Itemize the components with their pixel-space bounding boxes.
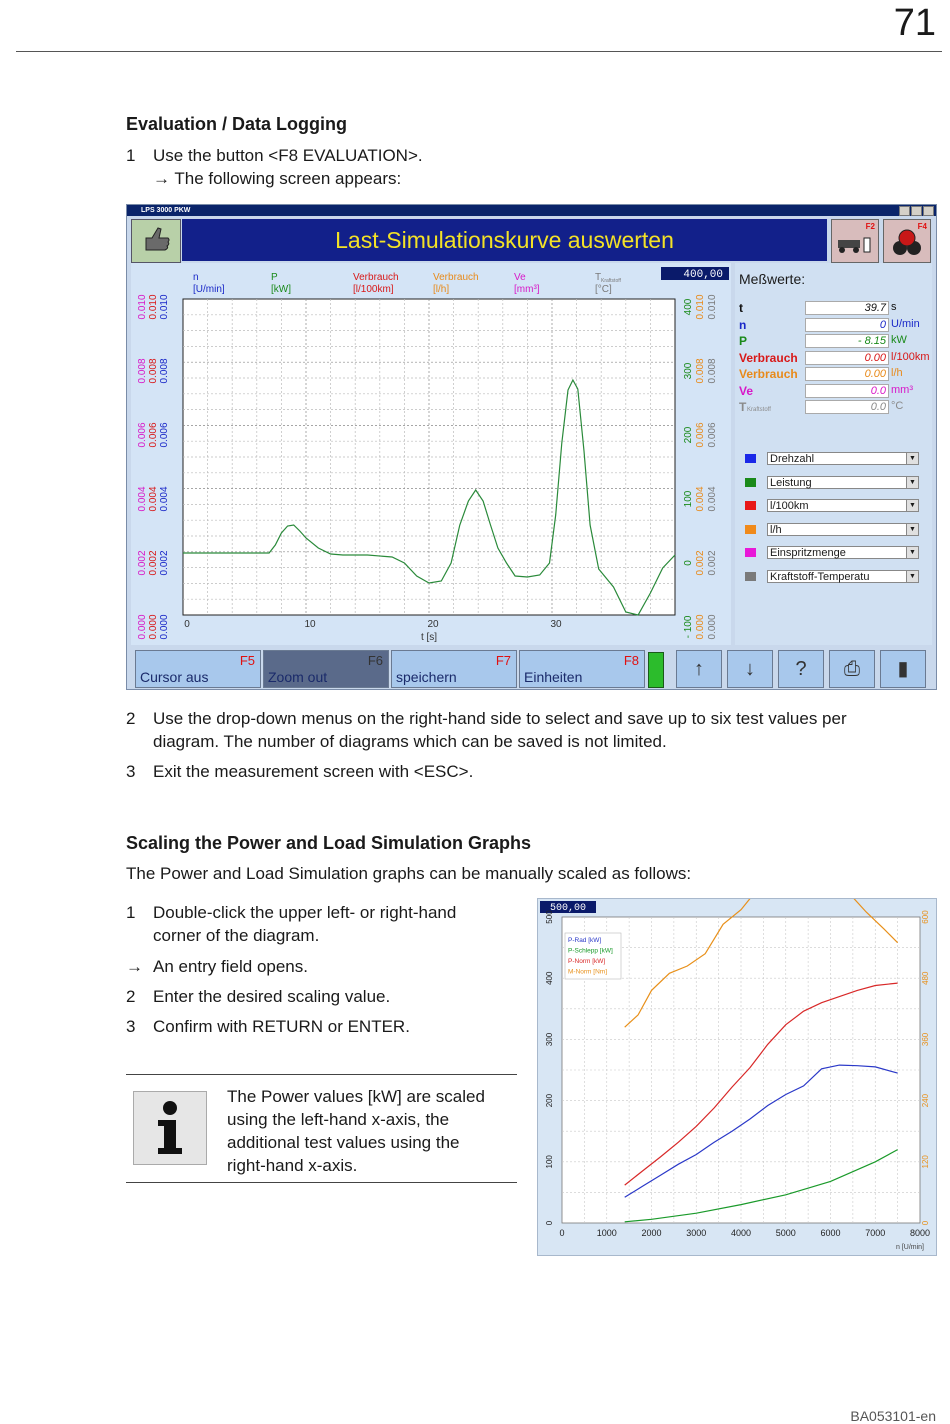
series-select-dropdown[interactable] — [767, 523, 919, 536]
thumbs-up-icon[interactable] — [131, 219, 181, 263]
y-right-tick-label: 600 — [921, 910, 930, 924]
measured-label: Verbrauch — [739, 367, 798, 381]
function-key-f7[interactable] — [391, 650, 517, 688]
measured-unit: s — [891, 301, 897, 313]
step-number: 1 — [126, 146, 136, 165]
left-axis-tick: 0.010 — [148, 294, 159, 320]
measured-unit: l/h — [891, 367, 903, 379]
right-axis-tick: 0.006 — [695, 422, 706, 448]
section-heading-evaluation: Evaluation / Data Logging — [126, 114, 348, 134]
chevron-down-icon[interactable]: ▼ — [906, 547, 918, 558]
measured-unit: kW — [891, 334, 907, 346]
left-axis-tick: 0.000 — [159, 614, 170, 640]
right-axis-tick: 0.002 — [707, 550, 718, 576]
step-text: Confirm with RETURN or ENTER. — [153, 1017, 410, 1036]
x-axis-tick: 0 — [184, 619, 190, 630]
power-chart[interactable] — [537, 898, 937, 1256]
y-left-tick-label: 200 — [545, 1093, 554, 1108]
x-tick-label: 4000 — [730, 1228, 752, 1238]
note-line: using the left-hand x-axis, the — [227, 1110, 450, 1129]
right-axis-tick: 0.010 — [695, 294, 706, 320]
step-number: 3 — [126, 1017, 136, 1036]
left-axis-tick: 0.002 — [159, 550, 170, 576]
y-left-tick-label: 500 — [545, 910, 554, 924]
chart-header-name: T — [595, 272, 602, 283]
power-chart-scale-box[interactable]: 500,00 — [549, 903, 587, 914]
measured-title: Meßwerte: — [739, 271, 806, 287]
series-select-label: Drehzahl — [770, 453, 815, 465]
step-text: Enter the desired scaling value. — [153, 987, 391, 1006]
left-axis-tick: 0.002 — [148, 550, 159, 576]
chart-header-unit: [°C] — [595, 284, 612, 295]
chart-header-sub: Kraftstoff — [601, 278, 621, 284]
y-left-tick-label: 300 — [545, 1032, 554, 1047]
left-axis-tick: 0.008 — [137, 358, 148, 384]
left-axis-tick: 0.006 — [137, 422, 148, 448]
measured-unit: mm³ — [891, 383, 913, 396]
right-axis-tick: 0.000 — [695, 614, 706, 640]
series-select-label: l/100km — [770, 500, 809, 512]
right-axis-tick: 0.004 — [695, 486, 706, 512]
measured-unit: °C — [891, 400, 904, 412]
series-color-swatch — [745, 548, 756, 557]
legend-entry: M-Norm [Nm] — [568, 968, 607, 976]
function-key-id: F7 — [495, 653, 511, 668]
screen-title-banner: Last-Simulationskurve auswerten — [182, 219, 827, 261]
right-axis-tick: 0.008 — [707, 358, 718, 384]
right-axis-tick: 0.008 — [695, 358, 706, 384]
right-axis-tick: 0.002 — [695, 550, 706, 576]
step-number: 2 — [126, 987, 136, 1006]
step-result-text: → The following screen appears: — [153, 169, 402, 188]
series-color-swatch — [745, 454, 756, 463]
right-axis-tick: 400 — [683, 298, 694, 316]
chart-header-unit: [l/h] — [433, 284, 450, 295]
right-axis-tick: 0.006 — [707, 422, 718, 448]
status-indicator — [648, 652, 664, 688]
chart-header-name: Verbrauch — [433, 272, 479, 283]
function-key-label: Cursor aus — [140, 669, 209, 685]
left-axis-tick: 0.006 — [159, 422, 170, 448]
x-tick-label: 6000 — [820, 1228, 841, 1238]
measured-value-field: 0.00 — [805, 351, 889, 365]
chart-header-name: Ve — [514, 272, 526, 283]
step-text-continued: corner of the diagram. — [153, 926, 320, 945]
info-icon — [133, 1091, 207, 1165]
measured-value-field: 39.7 — [805, 301, 889, 315]
y-right-tick-label: 480 — [921, 971, 930, 985]
window-controls[interactable] — [898, 206, 934, 220]
left-axis-tick: 0.004 — [159, 486, 170, 512]
function-key-f6[interactable] — [263, 650, 389, 688]
right-axis-tick: 0 — [683, 560, 694, 566]
step-number: 2 — [126, 709, 136, 728]
x-tick-label: 7000 — [865, 1228, 886, 1238]
arrow-down-icon[interactable]: ↓ — [727, 650, 773, 688]
series-select-dropdown[interactable] — [767, 570, 919, 583]
measured-unit: l/100km — [891, 350, 930, 363]
series-color-swatch — [745, 525, 756, 534]
f4-rollers-button[interactable] — [883, 219, 931, 263]
step-number: 3 — [126, 762, 136, 781]
series-select-dropdown[interactable] — [767, 499, 919, 512]
chevron-down-icon[interactable]: ▼ — [906, 500, 918, 511]
note-rule-top — [126, 1074, 517, 1075]
section-intro: The Power and Load Simulation graphs can be manually scaled as follows: — [126, 864, 692, 883]
function-key-label: Einheiten — [524, 669, 583, 685]
note-line: right-hand x-axis. — [227, 1156, 358, 1175]
step-arrow: → — [126, 957, 143, 976]
y-left-tick-label: 0 — [545, 1220, 554, 1226]
left-axis-tick: 0.000 — [148, 614, 159, 640]
chart-header-unit: [kW] — [271, 284, 291, 295]
y-left-tick-label: 100 — [545, 1155, 554, 1169]
step-number: 1 — [126, 903, 136, 922]
left-axis-tick: 0.004 — [148, 486, 159, 512]
chart-header-unit: [l/100km] — [353, 284, 394, 295]
f2-label: F2 — [865, 222, 875, 231]
exit-icon[interactable]: ▮ — [880, 650, 926, 688]
right-axis-tick: 0.000 — [707, 614, 718, 640]
chevron-down-icon[interactable]: ▼ — [906, 477, 918, 488]
step-text: Use the drop-down menus on the right-hand side to select and save up to six test values per — [153, 709, 847, 728]
right-axis-tick: 100 — [683, 490, 694, 508]
right-axis-tick: 200 — [683, 426, 694, 444]
section-heading-scaling: Scaling the Power and Load Simulation Graphs — [126, 833, 532, 853]
measured-label: Ve — [739, 383, 754, 398]
measured-values-panel — [735, 263, 932, 645]
function-key-id: F5 — [239, 653, 255, 668]
x-tick-label: 0 — [559, 1228, 565, 1238]
series-select-dropdown[interactable] — [767, 452, 919, 465]
step-text: Double-click the upper left- or right-hand — [153, 903, 457, 922]
chart-header-name: n — [193, 272, 199, 283]
measured-value-field: 0.0 — [805, 400, 889, 414]
chart-header-unit: [mm³] — [514, 284, 540, 295]
measured-label: Verbrauch — [739, 350, 798, 365]
function-key-label: Zoom out — [268, 669, 328, 685]
x-axis-tick: 20 — [427, 619, 439, 630]
measured-value-field: 0.0 — [805, 384, 889, 398]
measurement-chart[interactable] — [131, 263, 731, 645]
x-tick-label: 3000 — [686, 1228, 707, 1238]
right-axis-tick: 0.004 — [707, 486, 718, 512]
y-right-tick-label: 0 — [921, 1220, 930, 1226]
measurement-chart-svg — [131, 263, 731, 645]
chart-header-unit: [U/min] — [193, 284, 225, 295]
series-select-dropdown[interactable] — [767, 476, 919, 489]
printer-icon[interactable]: ⎙ — [829, 650, 875, 688]
window-titlebar — [127, 205, 936, 216]
y-right-tick-label: 120 — [921, 1155, 930, 1169]
note-line: The Power values [kW] are scaled — [227, 1087, 485, 1106]
note-rule-bottom — [126, 1182, 517, 1183]
left-axis-tick: 0.010 — [137, 294, 148, 320]
legend-entry: P-Rad [kW] — [568, 937, 602, 944]
document-code: BA053101-en — [850, 1408, 936, 1424]
left-axis-tick: 0.004 — [137, 486, 148, 512]
left-axis-tick: 0.008 — [159, 358, 170, 384]
y-left-tick-label: 400 — [545, 971, 554, 985]
function-key-id: F8 — [623, 653, 639, 668]
x-tick-label: 5000 — [775, 1228, 796, 1238]
chart-header-name: P — [271, 272, 278, 283]
app-window — [126, 204, 937, 690]
window-title: LPS 3000 PKW — [141, 207, 191, 214]
arrow-up-icon[interactable]: ↑ — [676, 650, 722, 688]
series-color-swatch — [745, 572, 756, 581]
measured-label: T — [739, 400, 747, 414]
measured-label: t — [739, 301, 743, 315]
x-tick-label: 8000 — [909, 1228, 931, 1238]
legend-entry: P-Norm [kW] — [568, 958, 606, 965]
series-color-swatch — [745, 501, 756, 510]
step-text: Use the button <F8 EVALUATION>. — [153, 146, 423, 165]
series-select-label: Leistung — [770, 476, 812, 489]
f2-car-button[interactable] — [831, 219, 879, 263]
function-key-f8[interactable] — [519, 650, 645, 688]
step-text-continued: diagram. The number of diagrams which can be saved is not limited. — [153, 732, 667, 751]
measured-unit: U/min — [891, 317, 920, 330]
chevron-down-icon[interactable]: ▼ — [906, 453, 918, 464]
x-axis-tick: 10 — [304, 619, 316, 630]
measured-value-field: 0 — [805, 318, 889, 332]
measured-value-field: 0.00 — [805, 367, 889, 381]
help-icon[interactable]: ? — [778, 650, 824, 688]
chevron-down-icon[interactable]: ▼ — [906, 571, 918, 582]
right-axis-tick: - 100 — [683, 615, 694, 639]
f4-label: F4 — [917, 222, 927, 231]
x-axis-label: t [s] — [420, 632, 438, 643]
function-key-f5[interactable] — [135, 650, 261, 688]
left-axis-tick: 0.002 — [137, 550, 148, 576]
series-select-label: Einspritzmenge — [770, 547, 846, 559]
left-axis-tick: 0.000 — [137, 614, 148, 640]
header-rule — [16, 51, 942, 52]
function-key-label: speichern — [396, 669, 457, 685]
function-key-id: F6 — [367, 653, 383, 668]
x-tick-label: 2000 — [641, 1228, 662, 1238]
page-number: 71 — [893, 2, 936, 44]
y-right-tick-label: 240 — [921, 1093, 930, 1108]
chevron-down-icon[interactable]: ▼ — [906, 524, 918, 535]
series-color-swatch — [745, 478, 756, 487]
measured-label: n — [739, 317, 747, 332]
chart-header-name: Verbrauch — [353, 272, 399, 283]
left-axis-tick: 0.010 — [159, 294, 170, 320]
note-line: additional test values using the — [227, 1133, 460, 1152]
measured-label: P — [739, 334, 748, 348]
x-axis-tick: 30 — [550, 619, 562, 630]
series-select-label: Kraftstoff-Temperatu — [770, 570, 870, 583]
step-text: Exit the measurement screen with <ESC>. — [153, 762, 474, 781]
y-right-tick-label: 360 — [921, 1032, 930, 1047]
series-select-label: l/h — [770, 523, 782, 536]
chart-scale-box[interactable]: 400,00 — [683, 269, 723, 281]
power-chart-xlabel: n [U/min] — [895, 1244, 924, 1251]
left-axis-tick: 0.006 — [148, 422, 159, 448]
power-chart-svg — [538, 899, 936, 1255]
measured-label-sub: Kraftstoff — [747, 407, 771, 413]
measured-value-field: - 8.15 — [805, 334, 889, 348]
step-text: An entry field opens. — [153, 957, 308, 976]
legend-entry: P-Schlepp [kW] — [568, 947, 613, 955]
right-axis-tick: 0.010 — [707, 294, 718, 320]
x-tick-label: 1000 — [596, 1228, 617, 1238]
right-axis-tick: 300 — [683, 362, 694, 380]
series-select-dropdown[interactable] — [767, 546, 919, 559]
left-axis-tick: 0.008 — [148, 358, 159, 384]
